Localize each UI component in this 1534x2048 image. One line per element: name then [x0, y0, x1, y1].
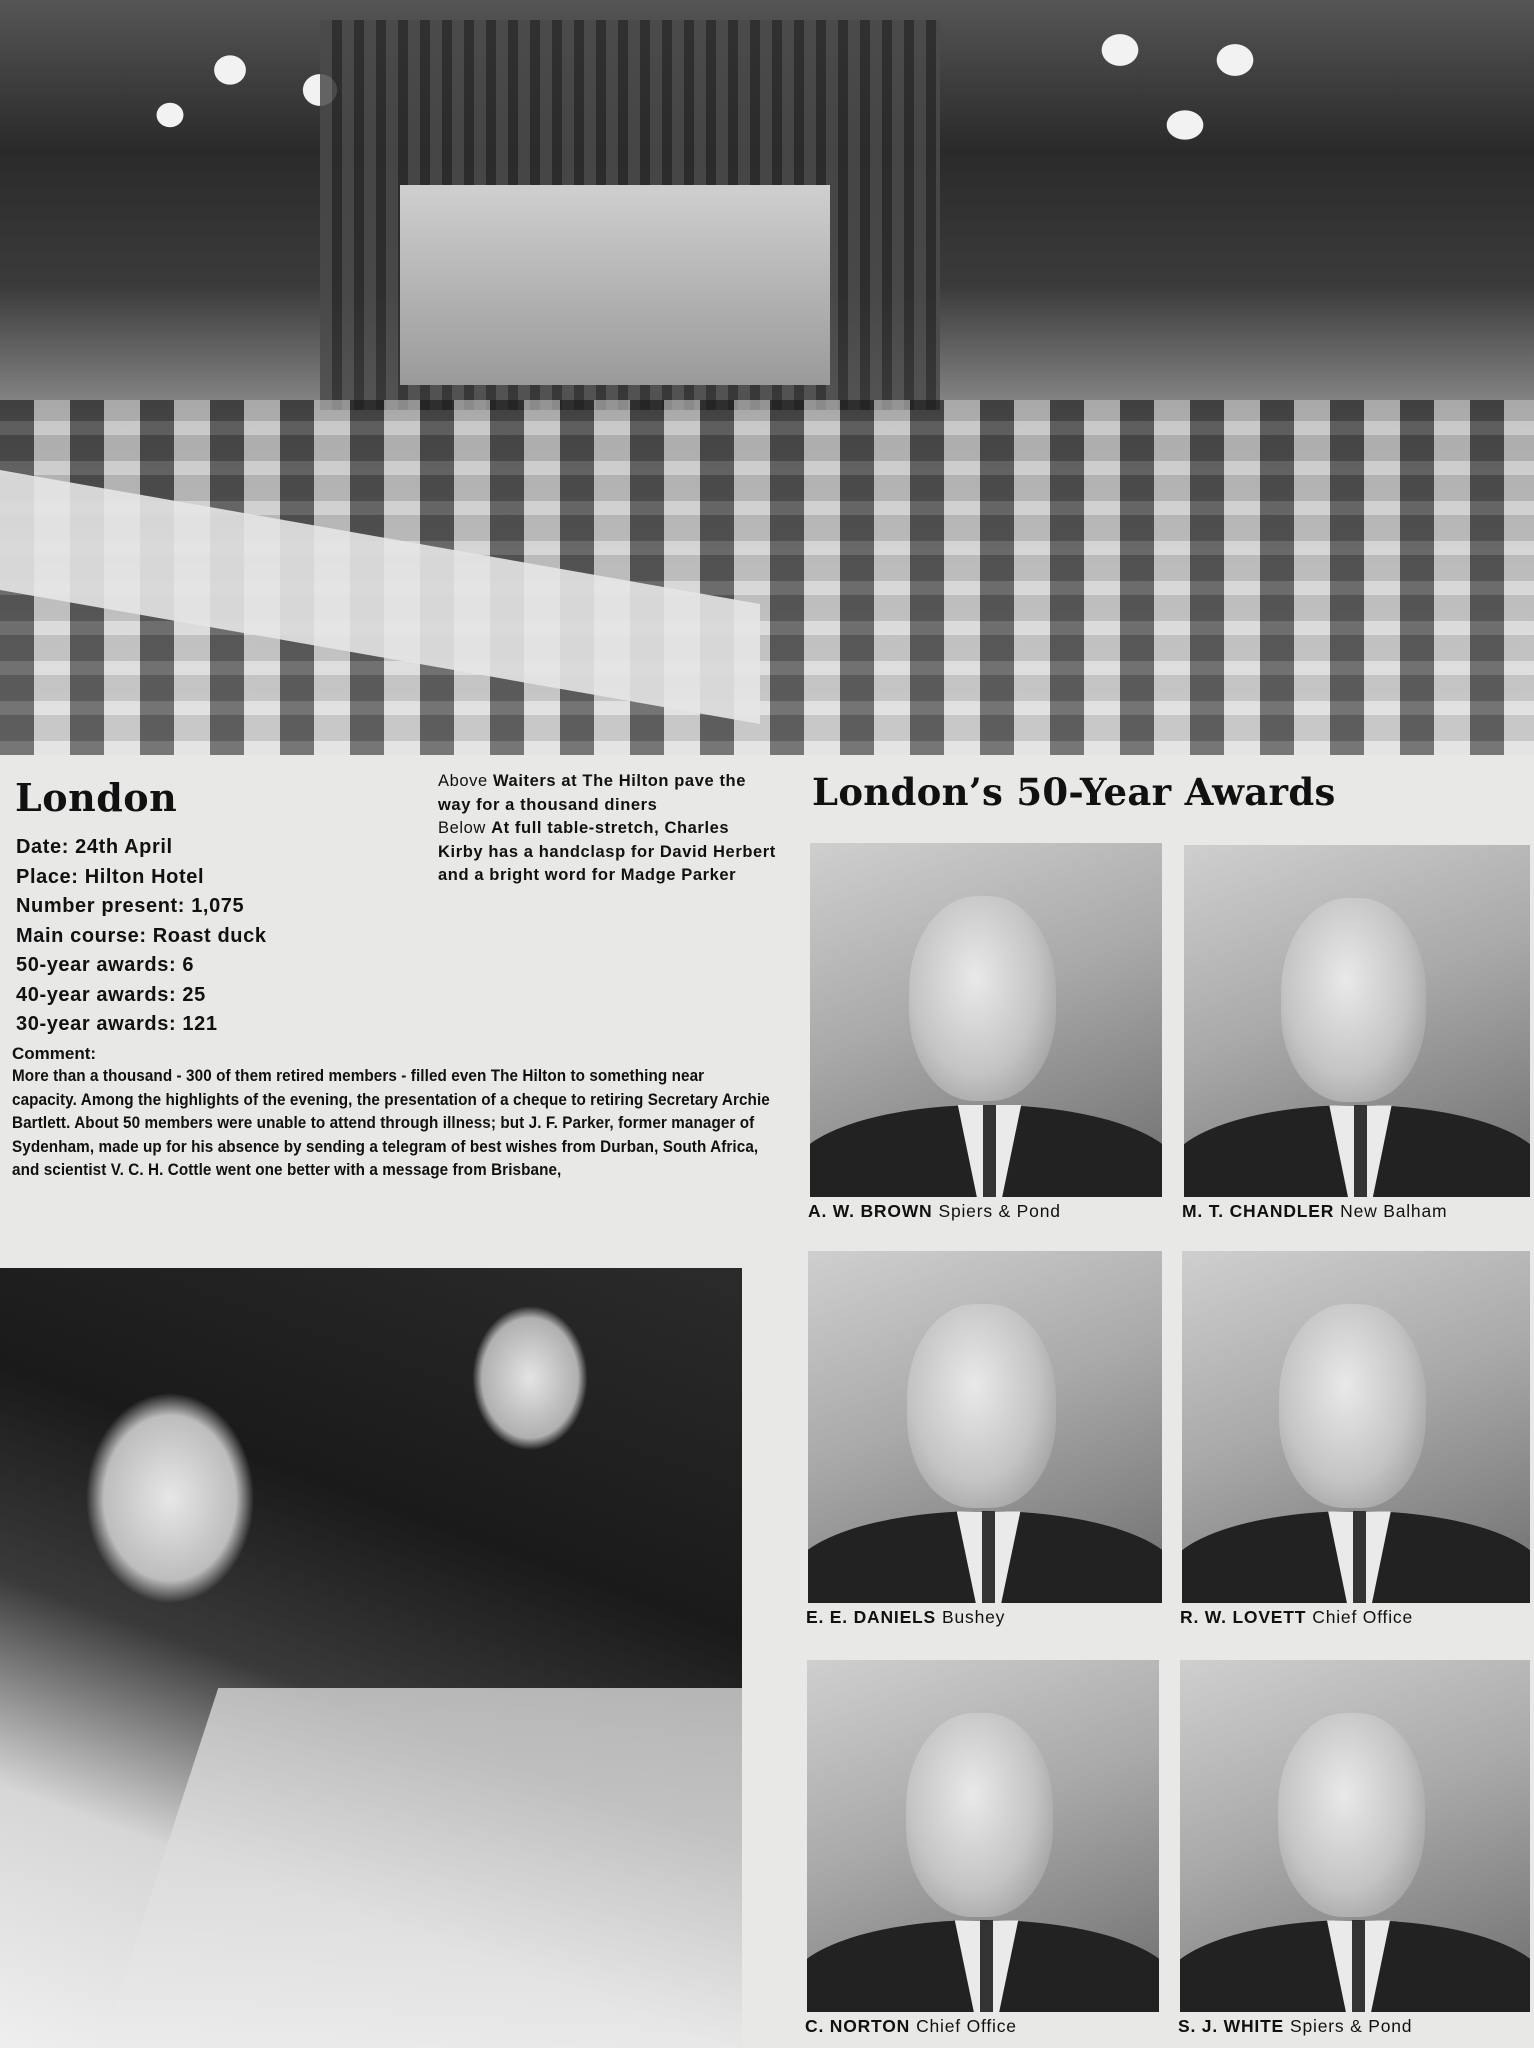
portrait-caption: M. T. CHANDLER New Balham	[1182, 1201, 1448, 1221]
portrait-card	[1180, 1251, 1530, 1627]
banquet-table	[82, 1688, 742, 2048]
fact-place: Place : Hilton Hotel	[16, 863, 436, 893]
city-heading: London	[15, 775, 178, 820]
portrait-photo	[808, 1251, 1162, 1603]
fact-date: Date : 24th April	[16, 833, 436, 863]
fact-50-year-awards: 50-year awards : 6	[16, 951, 436, 981]
fact-main-course: Main course : Roast duck	[16, 922, 436, 952]
portrait-card	[808, 843, 1162, 1221]
caption-below: Below At full table-stretch, Charles Kirby has a handclasp for David Herbert and a bright word for Madge Parker	[438, 819, 776, 884]
portrait-photo	[807, 1660, 1159, 2012]
event-facts	[16, 833, 436, 1040]
portrait-photo	[1180, 1660, 1530, 2012]
portrait-card	[805, 1660, 1159, 2036]
portrait-card	[1182, 845, 1530, 1221]
fact-30-year-awards: 30-year awards : 121	[16, 1010, 436, 1040]
comment-label: Comment :	[12, 1042, 772, 1065]
caption-above: Above Waiters at The Hilton pave the way for a thousand diners	[438, 772, 746, 814]
photo-captions	[438, 770, 778, 888]
portrait-caption: C. NORTON Chief Office	[805, 2016, 1017, 2036]
stage-set	[400, 185, 830, 385]
portrait-photo	[810, 843, 1162, 1197]
fact-number-present: Number present : 1,075	[16, 892, 436, 922]
fact-40-year-awards: 40-year awards : 25	[16, 981, 436, 1011]
portrait-card	[1178, 1660, 1530, 2036]
portrait-caption: R. W. LOVETT Chief Office	[1180, 1607, 1413, 1627]
comment-text: More than a thousand - 300 of them retired members - filled even The Hilton to something near capacity. Among the highlights of the evening, the presentation of a cheque to retiring Secretary Archie Bartlett. About 50 members were unable to attend through illness; but J. F. Parker, former manager of Sydenham, made up for his absence by sending a telegram of best wishes from Durban, South Africa, and scientist V. C. H. Cottle went one better with a message from Brisbane,	[12, 1067, 770, 1179]
event-comment	[12, 1042, 772, 1183]
portrait-card	[806, 1251, 1162, 1627]
portrait-photo	[1182, 1251, 1530, 1603]
awards-heading: London’s 50-Year Awards	[812, 770, 1336, 814]
portrait-photo	[1184, 845, 1530, 1197]
portrait-caption: S. J. WHITE Spiers & Pond	[1178, 2016, 1413, 2036]
handshake-photo	[0, 1268, 742, 2048]
banquet-hall-photo	[0, 0, 1534, 755]
portrait-caption: E. E. DANIELS Bushey	[806, 1607, 1006, 1627]
portrait-caption: A. W. BROWN Spiers & Pond	[808, 1201, 1061, 1221]
